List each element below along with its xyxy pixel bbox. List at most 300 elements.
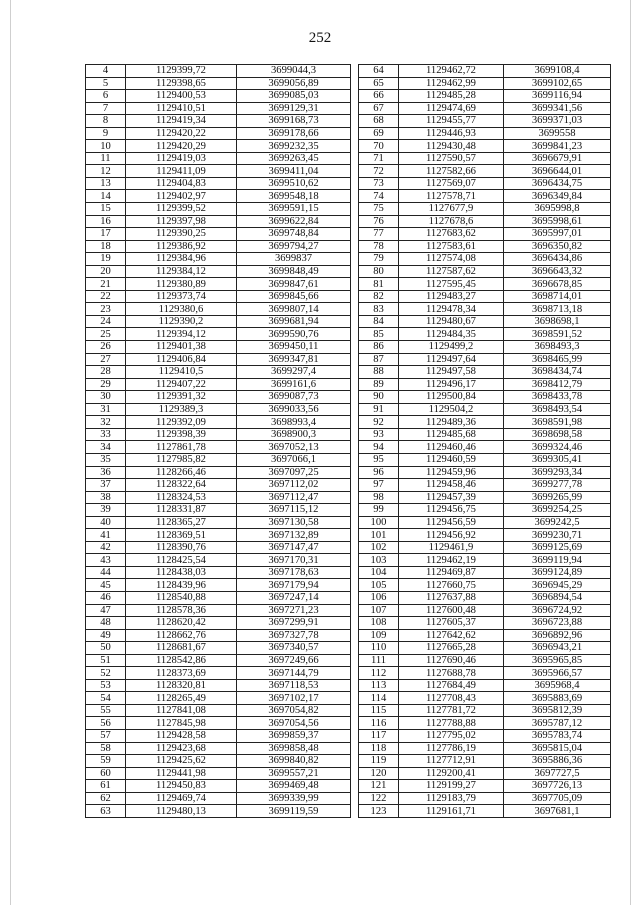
y-coordinate-cell: 3699265,99 xyxy=(504,491,611,504)
point-number-cell: 48 xyxy=(86,617,126,630)
x-coordinate-cell: 1129373,74 xyxy=(126,290,237,303)
x-coordinate-cell: 1129392,09 xyxy=(126,416,237,429)
point-number-cell: 77 xyxy=(359,228,399,241)
y-coordinate-cell: 3699469,48 xyxy=(237,780,351,793)
point-number-cell: 28 xyxy=(86,366,126,379)
x-coordinate-cell: 1128266,46 xyxy=(126,466,237,479)
table-row xyxy=(86,805,351,818)
point-number-cell: 99 xyxy=(359,504,399,517)
x-coordinate-cell: 1129380,89 xyxy=(126,278,237,291)
point-number-cell: 53 xyxy=(86,679,126,692)
table-row xyxy=(359,190,611,203)
point-number-cell: 118 xyxy=(359,742,399,755)
table-row xyxy=(86,152,351,165)
x-coordinate-cell: 1127795,02 xyxy=(399,729,504,742)
point-number-cell: 120 xyxy=(359,767,399,780)
x-coordinate-cell: 1128578,36 xyxy=(126,604,237,617)
y-coordinate-cell: 3699748,84 xyxy=(237,228,351,241)
y-coordinate-cell: 3695783,74 xyxy=(504,729,611,742)
point-number-cell: 123 xyxy=(359,805,399,818)
point-number-cell: 84 xyxy=(359,315,399,328)
x-coordinate-cell: 1128390,76 xyxy=(126,541,237,554)
x-coordinate-cell: 1129456,59 xyxy=(399,516,504,529)
table-row xyxy=(86,203,351,216)
point-number-cell: 34 xyxy=(86,441,126,454)
point-number-cell: 5 xyxy=(86,77,126,90)
y-coordinate-cell: 3699845,66 xyxy=(237,290,351,303)
y-coordinate-cell: 3699116,94 xyxy=(504,90,611,103)
table-row xyxy=(86,77,351,90)
x-coordinate-cell: 1127677,9 xyxy=(399,203,504,216)
y-coordinate-cell: 3699347,81 xyxy=(237,353,351,366)
y-coordinate-cell: 3696945,29 xyxy=(504,579,611,592)
x-coordinate-cell: 1129456,92 xyxy=(399,529,504,542)
y-coordinate-cell: 3697299,91 xyxy=(237,617,351,630)
y-coordinate-cell: 3696943,21 xyxy=(504,642,611,655)
y-coordinate-cell: 3697705,09 xyxy=(504,792,611,805)
x-coordinate-cell: 1127688,78 xyxy=(399,667,504,680)
y-coordinate-cell: 3697726,13 xyxy=(504,780,611,793)
y-coordinate-cell: 3698591,52 xyxy=(504,328,611,341)
y-coordinate-cell: 3695812,39 xyxy=(504,704,611,717)
point-number-cell: 72 xyxy=(359,165,399,178)
y-coordinate-cell: 3698493,54 xyxy=(504,403,611,416)
y-coordinate-cell: 3699102,65 xyxy=(504,77,611,90)
point-number-cell: 42 xyxy=(86,541,126,554)
y-coordinate-cell: 3699411,04 xyxy=(237,165,351,178)
y-coordinate-cell: 3699548,18 xyxy=(237,190,351,203)
y-coordinate-cell: 3699557,21 xyxy=(237,767,351,780)
point-number-cell: 43 xyxy=(86,554,126,567)
table-row xyxy=(86,704,351,717)
x-coordinate-cell: 1129504,2 xyxy=(399,403,504,416)
table-row xyxy=(359,240,611,253)
x-coordinate-cell: 1129480,67 xyxy=(399,315,504,328)
table-row xyxy=(359,265,611,278)
y-coordinate-cell: 3697340,57 xyxy=(237,642,351,655)
x-coordinate-cell: 1127683,62 xyxy=(399,228,504,241)
table-row xyxy=(86,278,351,291)
x-coordinate-cell: 1127660,75 xyxy=(399,579,504,592)
table-row xyxy=(359,679,611,692)
x-coordinate-cell: 1129483,27 xyxy=(399,290,504,303)
x-coordinate-cell: 1127708,43 xyxy=(399,692,504,705)
point-number-cell: 67 xyxy=(359,102,399,115)
point-number-cell: 122 xyxy=(359,792,399,805)
x-coordinate-cell: 1128331,87 xyxy=(126,504,237,517)
x-coordinate-cell: 1127788,88 xyxy=(399,717,504,730)
point-number-cell: 91 xyxy=(359,403,399,416)
x-coordinate-cell: 1129391,32 xyxy=(126,391,237,404)
x-coordinate-cell: 1129458,46 xyxy=(399,479,504,492)
table-row xyxy=(86,792,351,805)
y-coordinate-cell: 3699087,73 xyxy=(237,391,351,404)
x-coordinate-cell: 1127985,82 xyxy=(126,453,237,466)
x-coordinate-cell: 1127665,28 xyxy=(399,642,504,655)
point-number-cell: 97 xyxy=(359,479,399,492)
table-row xyxy=(86,654,351,667)
x-coordinate-cell: 1129469,74 xyxy=(126,792,237,805)
table-row xyxy=(86,642,351,655)
y-coordinate-cell: 3699056,89 xyxy=(237,77,351,90)
point-number-cell: 35 xyxy=(86,453,126,466)
x-coordinate-cell: 1129499,2 xyxy=(399,341,504,354)
y-coordinate-cell: 3697147,47 xyxy=(237,541,351,554)
point-number-cell: 61 xyxy=(86,780,126,793)
x-coordinate-cell: 1129183,79 xyxy=(399,792,504,805)
point-number-cell: 52 xyxy=(86,667,126,680)
point-number-cell: 62 xyxy=(86,792,126,805)
y-coordinate-cell: 3697118,53 xyxy=(237,679,351,692)
table-row xyxy=(359,165,611,178)
point-number-cell: 89 xyxy=(359,378,399,391)
point-number-cell: 40 xyxy=(86,516,126,529)
x-coordinate-cell: 1129384,12 xyxy=(126,265,237,278)
x-coordinate-cell: 1127781,72 xyxy=(399,704,504,717)
y-coordinate-cell: 3699232,35 xyxy=(237,140,351,153)
point-number-cell: 95 xyxy=(359,453,399,466)
point-number-cell: 80 xyxy=(359,265,399,278)
y-coordinate-cell: 3699125,69 xyxy=(504,541,611,554)
table-row xyxy=(359,90,611,103)
table-row xyxy=(86,378,351,391)
point-number-cell: 44 xyxy=(86,566,126,579)
x-coordinate-cell: 1129462,19 xyxy=(399,554,504,567)
table-row xyxy=(86,717,351,730)
x-coordinate-cell: 1127583,61 xyxy=(399,240,504,253)
table-row xyxy=(359,704,611,717)
y-coordinate-cell: 3696679,91 xyxy=(504,152,611,165)
table-row xyxy=(86,541,351,554)
y-coordinate-cell: 3699124,89 xyxy=(504,566,611,579)
point-number-cell: 36 xyxy=(86,466,126,479)
table-row xyxy=(359,667,611,680)
point-number-cell: 73 xyxy=(359,177,399,190)
table-row xyxy=(359,152,611,165)
scan-edge-right xyxy=(630,0,631,905)
y-coordinate-cell: 3698591,98 xyxy=(504,416,611,429)
x-coordinate-cell: 1129469,87 xyxy=(399,566,504,579)
y-coordinate-cell: 3696350,82 xyxy=(504,240,611,253)
table-row xyxy=(86,504,351,517)
x-coordinate-cell: 1129419,03 xyxy=(126,152,237,165)
point-number-cell: 114 xyxy=(359,692,399,705)
table-row xyxy=(86,579,351,592)
table-row xyxy=(359,77,611,90)
table-row xyxy=(86,466,351,479)
y-coordinate-cell: 3699622,84 xyxy=(237,215,351,228)
table-row xyxy=(359,416,611,429)
y-coordinate-cell: 3696643,32 xyxy=(504,265,611,278)
y-coordinate-cell: 3697097,25 xyxy=(237,466,351,479)
point-number-cell: 68 xyxy=(359,115,399,128)
x-coordinate-cell: 1129485,68 xyxy=(399,428,504,441)
x-coordinate-cell: 1129389,3 xyxy=(126,403,237,416)
point-number-cell: 116 xyxy=(359,717,399,730)
point-number-cell: 63 xyxy=(86,805,126,818)
scan-edge-left xyxy=(10,0,11,905)
table-row xyxy=(86,290,351,303)
x-coordinate-cell: 1129410,5 xyxy=(126,366,237,379)
point-number-cell: 57 xyxy=(86,729,126,742)
y-coordinate-cell: 3696349,84 xyxy=(504,190,611,203)
point-number-cell: 66 xyxy=(359,90,399,103)
point-number-cell: 93 xyxy=(359,428,399,441)
y-coordinate-cell: 3699230,71 xyxy=(504,529,611,542)
coordinates-table-left xyxy=(85,64,351,818)
y-coordinate-cell: 3699681,94 xyxy=(237,315,351,328)
table-row xyxy=(86,303,351,316)
point-number-cell: 111 xyxy=(359,654,399,667)
table-row xyxy=(359,617,611,630)
y-coordinate-cell: 3697054,56 xyxy=(237,717,351,730)
point-number-cell: 33 xyxy=(86,428,126,441)
x-coordinate-cell: 1127578,71 xyxy=(399,190,504,203)
y-coordinate-cell: 3699305,41 xyxy=(504,453,611,466)
point-number-cell: 60 xyxy=(86,767,126,780)
y-coordinate-cell: 3695886,36 xyxy=(504,755,611,768)
x-coordinate-cell: 1128322,64 xyxy=(126,479,237,492)
point-number-cell: 8 xyxy=(86,115,126,128)
point-number-cell: 13 xyxy=(86,177,126,190)
y-coordinate-cell: 3699847,61 xyxy=(237,278,351,291)
table-row xyxy=(86,416,351,429)
table-row xyxy=(86,767,351,780)
x-coordinate-cell: 1129419,34 xyxy=(126,115,237,128)
x-coordinate-cell: 1129478,34 xyxy=(399,303,504,316)
point-number-cell: 65 xyxy=(359,77,399,90)
x-coordinate-cell: 1129460,59 xyxy=(399,453,504,466)
point-number-cell: 58 xyxy=(86,742,126,755)
y-coordinate-cell: 3697130,58 xyxy=(237,516,351,529)
y-coordinate-cell: 3699297,4 xyxy=(237,366,351,379)
y-coordinate-cell: 3699840,82 xyxy=(237,755,351,768)
y-coordinate-cell: 3699558 xyxy=(504,127,611,140)
point-number-cell: 105 xyxy=(359,579,399,592)
point-number-cell: 55 xyxy=(86,704,126,717)
point-number-cell: 56 xyxy=(86,717,126,730)
x-coordinate-cell: 1127590,57 xyxy=(399,152,504,165)
point-number-cell: 49 xyxy=(86,629,126,642)
x-coordinate-cell: 1128373,69 xyxy=(126,667,237,680)
table-row xyxy=(86,265,351,278)
x-coordinate-cell: 1128324,53 xyxy=(126,491,237,504)
y-coordinate-cell: 3698698,1 xyxy=(504,315,611,328)
table-row xyxy=(86,140,351,153)
table-row xyxy=(86,315,351,328)
y-coordinate-cell: 3699590,76 xyxy=(237,328,351,341)
x-coordinate-cell: 1127684,49 xyxy=(399,679,504,692)
point-number-cell: 7 xyxy=(86,102,126,115)
y-coordinate-cell: 3699119,94 xyxy=(504,554,611,567)
x-coordinate-cell: 1129399,72 xyxy=(126,65,237,78)
point-number-cell: 94 xyxy=(359,441,399,454)
point-number-cell: 32 xyxy=(86,416,126,429)
x-coordinate-cell: 1127569,07 xyxy=(399,177,504,190)
y-coordinate-cell: 3699254,25 xyxy=(504,504,611,517)
y-coordinate-cell: 3695883,69 xyxy=(504,692,611,705)
table-row xyxy=(359,391,611,404)
x-coordinate-cell: 1129407,22 xyxy=(126,378,237,391)
table-row xyxy=(359,579,611,592)
table-row xyxy=(359,453,611,466)
table-row xyxy=(86,177,351,190)
x-coordinate-cell: 1129402,97 xyxy=(126,190,237,203)
point-number-cell: 79 xyxy=(359,253,399,266)
y-coordinate-cell: 3699371,03 xyxy=(504,115,611,128)
point-number-cell: 117 xyxy=(359,729,399,742)
y-coordinate-cell: 3699339,99 xyxy=(237,792,351,805)
point-number-cell: 27 xyxy=(86,353,126,366)
table-row xyxy=(86,115,351,128)
y-coordinate-cell: 3699510,62 xyxy=(237,177,351,190)
x-coordinate-cell: 1128425,54 xyxy=(126,554,237,567)
y-coordinate-cell: 3698713,18 xyxy=(504,303,611,316)
y-coordinate-cell: 3697112,47 xyxy=(237,491,351,504)
point-number-cell: 47 xyxy=(86,604,126,617)
point-number-cell: 90 xyxy=(359,391,399,404)
x-coordinate-cell: 1129399,52 xyxy=(126,203,237,216)
y-coordinate-cell: 3697144,79 xyxy=(237,667,351,680)
x-coordinate-cell: 1129485,28 xyxy=(399,90,504,103)
table-row xyxy=(86,729,351,742)
y-coordinate-cell: 3699263,45 xyxy=(237,152,351,165)
table-row xyxy=(86,692,351,705)
point-number-cell: 103 xyxy=(359,554,399,567)
point-number-cell: 14 xyxy=(86,190,126,203)
point-number-cell: 19 xyxy=(86,253,126,266)
table-row xyxy=(359,554,611,567)
table-row xyxy=(359,215,611,228)
table-row xyxy=(359,604,611,617)
table-row xyxy=(359,767,611,780)
y-coordinate-cell: 3697052,13 xyxy=(237,441,351,454)
point-number-cell: 78 xyxy=(359,240,399,253)
y-coordinate-cell: 3699837 xyxy=(237,253,351,266)
y-coordinate-cell: 3698434,74 xyxy=(504,366,611,379)
x-coordinate-cell: 1129497,64 xyxy=(399,353,504,366)
point-number-cell: 106 xyxy=(359,591,399,604)
table-row xyxy=(359,466,611,479)
y-coordinate-cell: 3697727,5 xyxy=(504,767,611,780)
y-coordinate-cell: 3695966,57 xyxy=(504,667,611,680)
x-coordinate-cell: 1129474,69 xyxy=(399,102,504,115)
y-coordinate-cell: 3699277,78 xyxy=(504,479,611,492)
table-row xyxy=(86,453,351,466)
table-row xyxy=(359,566,611,579)
x-coordinate-cell: 1129406,84 xyxy=(126,353,237,366)
table-row xyxy=(86,679,351,692)
point-number-cell: 6 xyxy=(86,90,126,103)
x-coordinate-cell: 1129489,36 xyxy=(399,416,504,429)
table-row xyxy=(359,203,611,216)
y-coordinate-cell: 3695815,04 xyxy=(504,742,611,755)
x-coordinate-cell: 1129398,65 xyxy=(126,77,237,90)
point-number-cell: 109 xyxy=(359,629,399,642)
point-number-cell: 96 xyxy=(359,466,399,479)
point-number-cell: 22 xyxy=(86,290,126,303)
table-row xyxy=(86,554,351,567)
table-row xyxy=(359,729,611,742)
y-coordinate-cell: 3697327,78 xyxy=(237,629,351,642)
y-coordinate-cell: 3697066,1 xyxy=(237,453,351,466)
coordinates-table-right xyxy=(358,64,611,818)
y-coordinate-cell: 3696894,54 xyxy=(504,591,611,604)
point-number-cell: 119 xyxy=(359,755,399,768)
point-number-cell: 59 xyxy=(86,755,126,768)
point-number-cell: 69 xyxy=(359,127,399,140)
point-number-cell: 37 xyxy=(86,479,126,492)
table-row xyxy=(359,278,611,291)
table-row xyxy=(359,805,611,818)
point-number-cell: 15 xyxy=(86,203,126,216)
table-row xyxy=(359,328,611,341)
y-coordinate-cell: 3697054,82 xyxy=(237,704,351,717)
x-coordinate-cell: 1128265,49 xyxy=(126,692,237,705)
y-coordinate-cell: 3698493,3 xyxy=(504,341,611,354)
point-number-cell: 64 xyxy=(359,65,399,78)
table-row xyxy=(86,403,351,416)
point-number-cell: 4 xyxy=(86,65,126,78)
y-coordinate-cell: 3699859,37 xyxy=(237,729,351,742)
x-coordinate-cell: 1127574,08 xyxy=(399,253,504,266)
table-row xyxy=(86,780,351,793)
y-coordinate-cell: 3695965,85 xyxy=(504,654,611,667)
table-row xyxy=(359,315,611,328)
x-coordinate-cell: 1129390,2 xyxy=(126,315,237,328)
x-coordinate-cell: 1129496,17 xyxy=(399,378,504,391)
x-coordinate-cell: 1127637,88 xyxy=(399,591,504,604)
table-row xyxy=(359,290,611,303)
y-coordinate-cell: 3699119,59 xyxy=(237,805,351,818)
x-coordinate-cell: 1129441,98 xyxy=(126,767,237,780)
x-coordinate-cell: 1129497,58 xyxy=(399,366,504,379)
point-number-cell: 54 xyxy=(86,692,126,705)
point-number-cell: 11 xyxy=(86,152,126,165)
table-row xyxy=(86,240,351,253)
y-coordinate-cell: 3699858,48 xyxy=(237,742,351,755)
y-coordinate-cell: 3697271,23 xyxy=(237,604,351,617)
x-coordinate-cell: 1129420,29 xyxy=(126,140,237,153)
point-number-cell: 16 xyxy=(86,215,126,228)
x-coordinate-cell: 1129384,96 xyxy=(126,253,237,266)
y-coordinate-cell: 3698412,79 xyxy=(504,378,611,391)
point-number-cell: 98 xyxy=(359,491,399,504)
x-coordinate-cell: 1129459,96 xyxy=(399,466,504,479)
table-row xyxy=(359,177,611,190)
x-coordinate-cell: 1129161,71 xyxy=(399,805,504,818)
x-coordinate-cell: 1127841,08 xyxy=(126,704,237,717)
table-row xyxy=(359,102,611,115)
point-number-cell: 121 xyxy=(359,780,399,793)
y-coordinate-cell: 3696892,96 xyxy=(504,629,611,642)
point-number-cell: 21 xyxy=(86,278,126,291)
point-number-cell: 51 xyxy=(86,654,126,667)
table-row xyxy=(359,541,611,554)
point-number-cell: 18 xyxy=(86,240,126,253)
point-number-cell: 30 xyxy=(86,391,126,404)
point-number-cell: 112 xyxy=(359,667,399,680)
y-coordinate-cell: 3695968,4 xyxy=(504,679,611,692)
point-number-cell: 70 xyxy=(359,140,399,153)
y-coordinate-cell: 3697178,63 xyxy=(237,566,351,579)
x-coordinate-cell: 1129199,27 xyxy=(399,780,504,793)
y-coordinate-cell: 3697102,17 xyxy=(237,692,351,705)
point-number-cell: 10 xyxy=(86,140,126,153)
x-coordinate-cell: 1129455,77 xyxy=(399,115,504,128)
table-row xyxy=(359,140,611,153)
x-coordinate-cell: 1129456,75 xyxy=(399,504,504,517)
